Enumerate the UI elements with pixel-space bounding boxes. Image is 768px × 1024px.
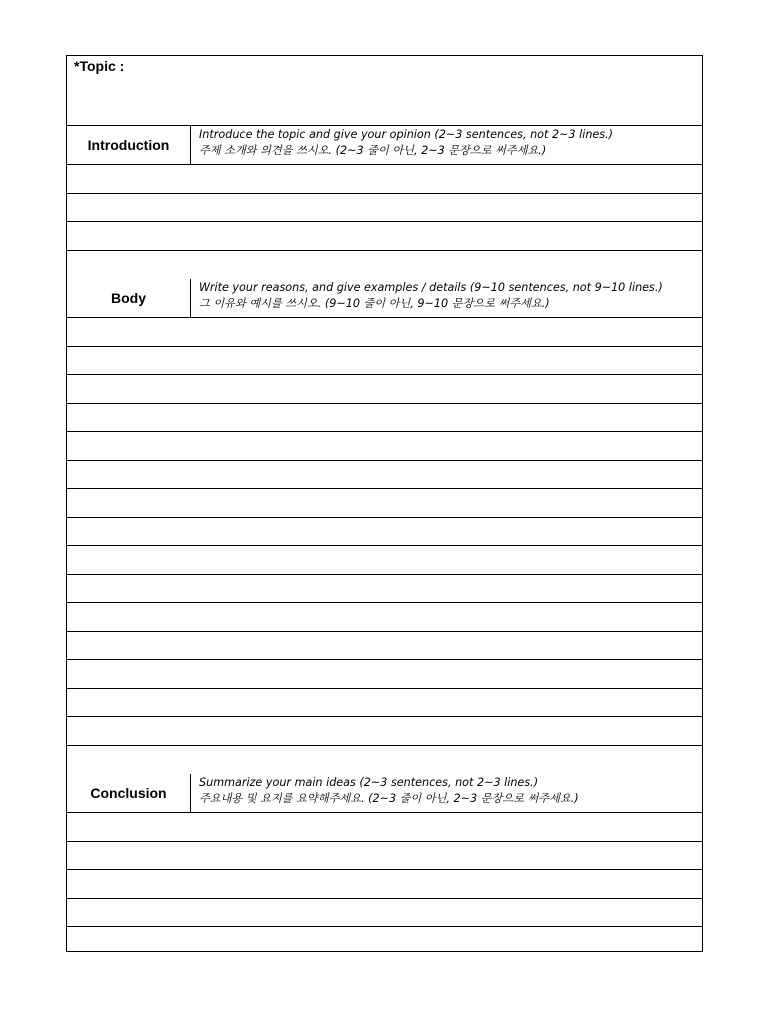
body-lines [67,318,702,774]
introduction-writing-line[interactable] [67,251,702,280]
body-writing-line[interactable] [67,632,702,661]
conclusion-instructions-en: Summarize your main ideas (2~3 sentences, not 2~3 lines.) [199,776,539,789]
conclusion-writing-line[interactable] [67,842,702,871]
body-writing-line[interactable] [67,375,702,404]
body-writing-line[interactable] [67,404,702,433]
introduction-instructions-ko: 주제 소개와 의견을 쓰시오. (2~3 줄이 아닌, 2~3 문장으로 써주세요.) [199,144,547,157]
conclusion-writing-line[interactable] [67,899,702,928]
body-instructions [191,279,702,317]
introduction-header [67,126,702,165]
body-writing-line[interactable] [67,489,702,518]
conclusion-header [67,774,702,813]
introduction-instructions-en: Introduce the topic and give your opinion (2~3 sentences, not 2~3 lines.) [199,128,614,141]
conclusion-label: Conclusion [67,774,191,812]
body-writing-line[interactable] [67,347,702,376]
introduction-lines [67,165,702,279]
topic-label: *Topic : [74,58,125,74]
introduction-label: Introduction [67,126,191,164]
body-writing-line[interactable] [67,432,702,461]
conclusion-lines [67,813,702,956]
body-writing-line[interactable] [67,717,702,746]
body-writing-line[interactable] [67,318,702,347]
conclusion-writing-line[interactable] [67,813,702,842]
body-writing-line[interactable] [67,518,702,547]
conclusion-instructions-ko: 주요내용 및 요지를 요약해주세요. (2~3 줄이 아닌, 2~3 문장으로 써주세요.) [199,792,579,805]
introduction-writing-line[interactable] [67,222,702,251]
introduction-instructions [191,126,702,164]
essay-worksheet [66,55,703,952]
body-label: Body [67,279,191,317]
body-header [67,279,702,318]
body-writing-line[interactable] [67,603,702,632]
body-writing-line[interactable] [67,575,702,604]
introduction-writing-line[interactable] [67,194,702,223]
body-writing-line[interactable] [67,689,702,718]
topic-row[interactable] [67,56,702,126]
body-writing-line[interactable] [67,746,702,775]
introduction-writing-line[interactable] [67,165,702,194]
body-writing-line[interactable] [67,461,702,490]
conclusion-writing-line[interactable] [67,927,702,956]
body-instructions-ko: 그 이유와 예시를 쓰시오. (9~10 줄이 아닌, 9~10 문장으로 써주세요.) [199,297,550,310]
body-instructions-en: Write your reasons, and give examples / details (9~10 sentences, not 9~10 lines.) [199,281,663,294]
conclusion-writing-line[interactable] [67,870,702,899]
body-writing-line[interactable] [67,546,702,575]
conclusion-instructions [191,774,702,812]
body-writing-line[interactable] [67,660,702,689]
